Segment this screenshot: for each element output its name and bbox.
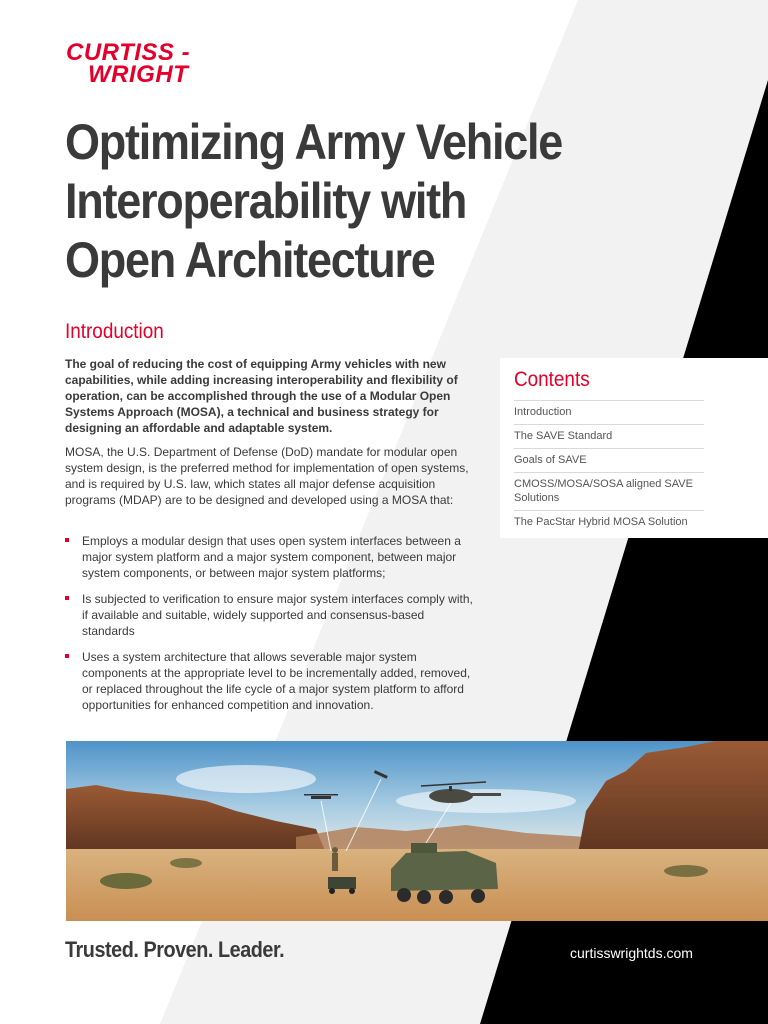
bullet-marker-icon — [65, 538, 69, 542]
list-item-text: Uses a system architecture that allows severable major system components at the appropriate level to be incrementally added, removed, or replaced throughout the life cycle of a major system platform to afford opportunities for enhanced competition and innovation. — [82, 650, 471, 712]
mosa-requirements-list — [65, 533, 480, 723]
photo-illustration — [66, 741, 768, 921]
contents-list — [514, 400, 704, 534]
website-link[interactable]: curtisswrightds.com — [570, 945, 693, 961]
cloud — [176, 765, 316, 793]
introduction-lead-paragraph: The goal of reducing the cost of equipping Army vehicles with new capabilities, while adding increasing interoperability and flexibility of operation, can be accomplished through the use of a Modular Open Systems Approach (MOSA), a technical and business strategy for designing an affordable and adaptable system. — [65, 357, 458, 435]
bullet-marker-icon — [65, 596, 69, 600]
contents-heading: Contents — [514, 368, 590, 391]
list-item-text: Employs a modular design that uses open system interfaces between a major system platform and a major system component, between major system components, or between major system platforms; — [82, 534, 461, 580]
bullet-marker-icon — [65, 654, 69, 658]
contents-item-pacstar-solution[interactable]: The PacStar Hybrid MOSA Solution — [514, 510, 704, 534]
title-line: Interoperability with — [65, 173, 467, 229]
list-item-text: Is subjected to verification to ensure major system interfaces comply with, if available and suitable, widely supported and consensus-based standards — [82, 592, 473, 638]
introduction-heading: Introduction — [65, 320, 164, 343]
contents-box — [500, 358, 768, 538]
mosa-paragraph: MOSA, the U.S. Department of Defense (DoD) mandate for modular open system design, is the preferred method for implementation of open systems, and is required by U.S. law, which states all major defense acquisition programs (MDAP) are to be designed and developed using a MOSA that: — [65, 445, 469, 507]
desert-vehicle-photo — [66, 741, 768, 921]
soldier-icon — [332, 847, 338, 871]
shrub — [100, 873, 152, 889]
document-title — [65, 113, 587, 290]
contents-item-save-standard[interactable]: The SAVE Standard — [514, 424, 704, 448]
cloud — [396, 789, 576, 813]
curtiss-wright-logo — [66, 39, 191, 88]
contents-item-aligned-solutions[interactable]: CMOSS/MOSA/SOSA aligned SAVE Solutions — [514, 472, 704, 510]
title-line: Optimizing Army Vehicle — [65, 114, 562, 170]
shrub — [664, 865, 708, 877]
logo-line-1: CURTISS - — [66, 39, 191, 66]
contents-item-goals-of-save[interactable]: Goals of SAVE — [514, 448, 704, 472]
logo-line-2: WRIGHT — [88, 61, 189, 88]
list-item — [65, 591, 480, 639]
list-item — [65, 649, 480, 713]
contents-item-introduction[interactable]: Introduction — [514, 400, 704, 424]
shrub — [170, 858, 202, 868]
title-line: Open Architecture — [65, 232, 435, 288]
tagline: Trusted. Proven. Leader. — [65, 937, 285, 962]
list-item — [65, 533, 480, 581]
